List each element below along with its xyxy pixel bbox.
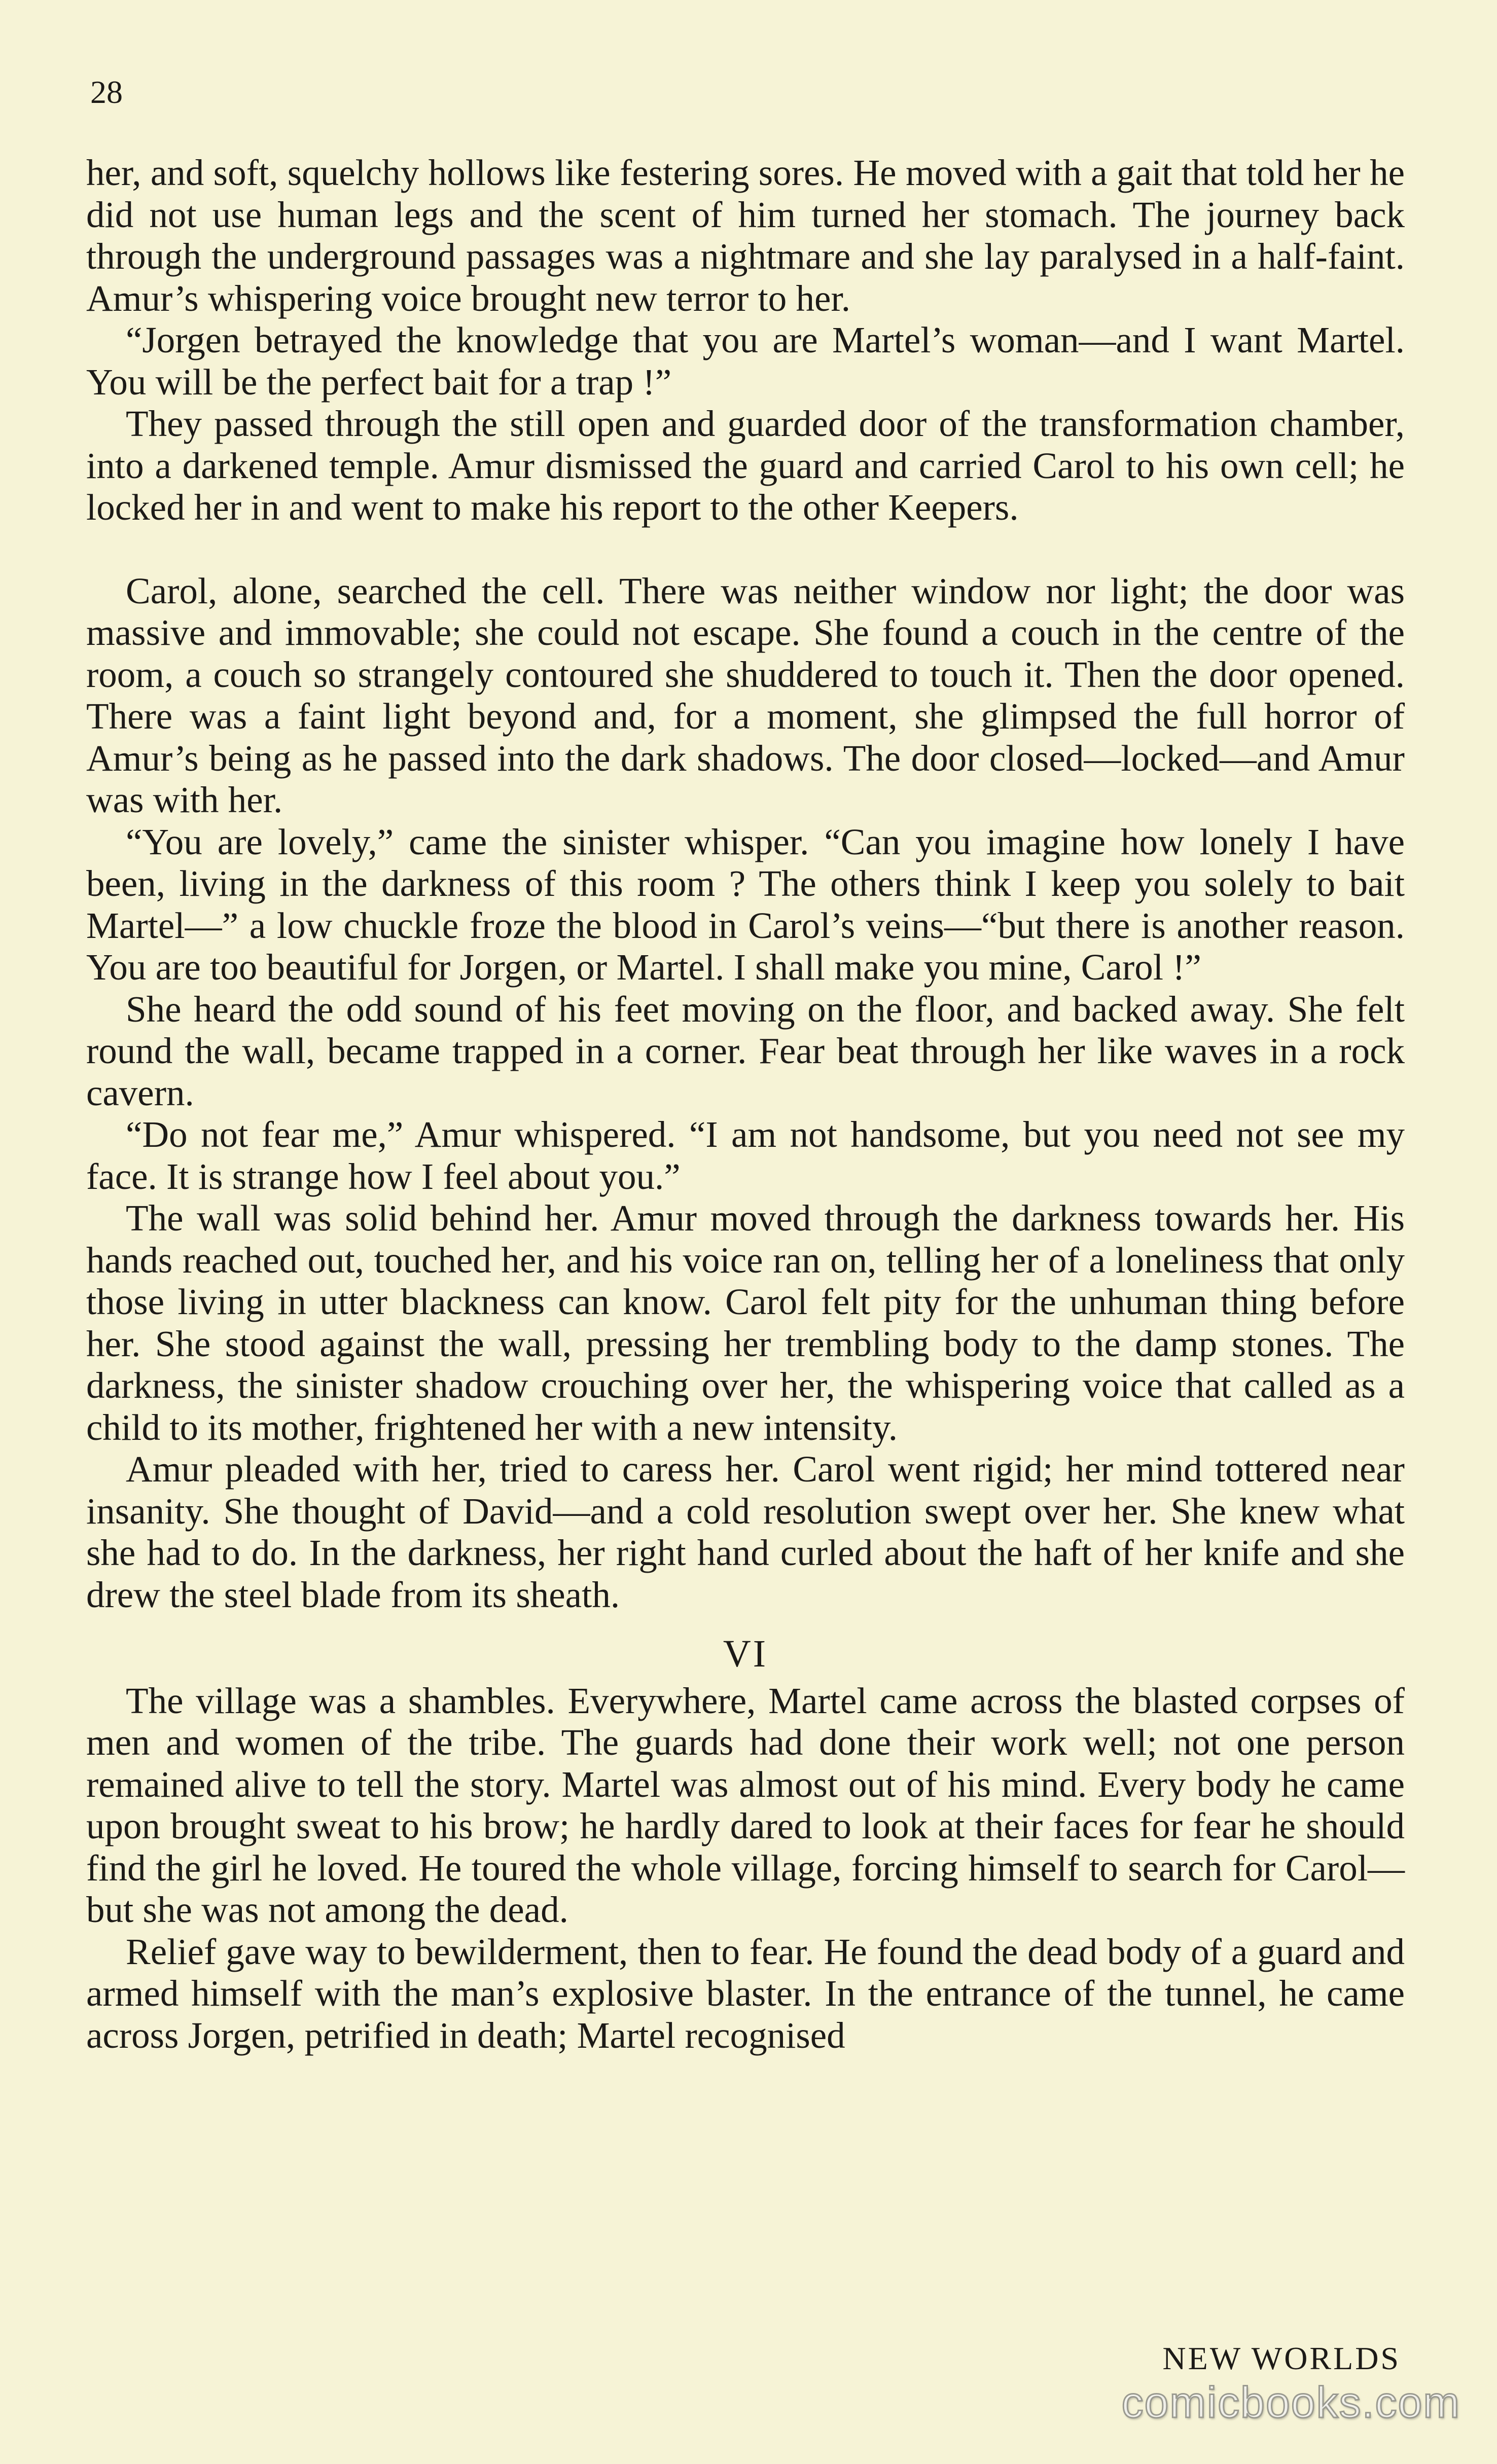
- paragraph: Relief gave way to bewilderment, then to fear. He found the dead body of a guard and armed himself with the man’s explosive blaster. In the entrance of the tunnel, he came across Jorgen, petrified in death; Martel recognised: [86, 1931, 1405, 2056]
- paragraph: The village was a shambles. Everywhere, Martel came across the blasted corpses of men and women of the tribe. The guards had done their work well; not one person remained alive to tell the story. Martel was almost out of his mind. Every body he came upon brought sweat to his brow; he hardly dared to look at their faces for fear he should find the girl he loved. He toured the whole village, forcing himself to search for Carol—but she was not among the dead.: [86, 1680, 1405, 1930]
- paragraph: They passed through the still open and guarded door of the transformation chamber, into a darkened temple. Amur dismissed the guard and carried Carol to his own cell; he locked her in and went to make his report to the other Keepers.: [86, 403, 1405, 528]
- paragraph: She heard the odd sound of his feet moving on the floor, and backed away. She felt round the wall, became trapped in a corner. Fear beat through her like waves in a rock cavern.: [86, 988, 1405, 1113]
- paragraph: The wall was solid behind her. Amur moved through the darkness towards her. His hands reached out, touched her, and his voice ran on, telling her of a loneliness that only those living in utter blackness can know. Carol felt pity for the unhuman thing before her. She stood against the wall, pressing her trembling body to the damp stones. The darkness, the sinister shadow crouching over her, the whispering voice that called as a child to its mother, frightened her with a new intensity.: [86, 1198, 1405, 1448]
- paragraph: “You are lovely,” came the sinister whisper. “Can you imagine how lonely I have been, living in the darkness of this room ? The others think I keep you solely to bait Martel—” a low chuckle froze the blood in Carol’s veins—“but there is another reason. You are too beautiful for Jorgen, or Martel. I shall make you mine, Carol !”: [86, 821, 1405, 988]
- page-number: 28: [90, 74, 123, 110]
- paragraph: Amur pleaded with her, tried to caress her. Carol went rigid; her mind tottered near insanity. She thought of David—and a cold resolution swept over her. She knew what she had to do. In the darkness, her right hand curled about the haft of her knife and she drew the steel blade from its sheath.: [86, 1448, 1405, 1615]
- magazine-footer: NEW WORLDS: [1162, 2340, 1401, 2376]
- watermark: comicbooks.com: [1121, 2378, 1460, 2427]
- paragraph: her, and soft, squelchy hollows like festering sores. He moved with a gait that told her he did not use human legs and the scent of him turned her stomach. The journey back through the underground passages was a nightmare and she lay paralysed in a half-faint. Amur’s whispering voice brought new terror to her.: [86, 152, 1405, 319]
- section-heading: VI: [723, 1633, 768, 1675]
- paragraph: “Do not fear me,” Amur whispered. “I am not handsome, but you need not see my face. It is strange how I feel about you.”: [86, 1114, 1405, 1197]
- paragraph: “Jorgen betrayed the knowledge that you are Martel’s woman—and I want Martel. You will be the perfect bait for a trap !”: [86, 319, 1405, 403]
- paragraph: Carol, alone, searched the cell. There was neither window nor light; the door was massive and immovable; she could not escape. She found a couch in the centre of the room, a couch so strangely contoured she shuddered to touch it. Then the door opened. There was a faint light beyond and, for a moment, she glimpsed the full horror of Amur’s being as he passed into the dark shadows. The door closed—locked—and Amur was with her.: [86, 570, 1405, 820]
- body-text: [86, 152, 1405, 2056]
